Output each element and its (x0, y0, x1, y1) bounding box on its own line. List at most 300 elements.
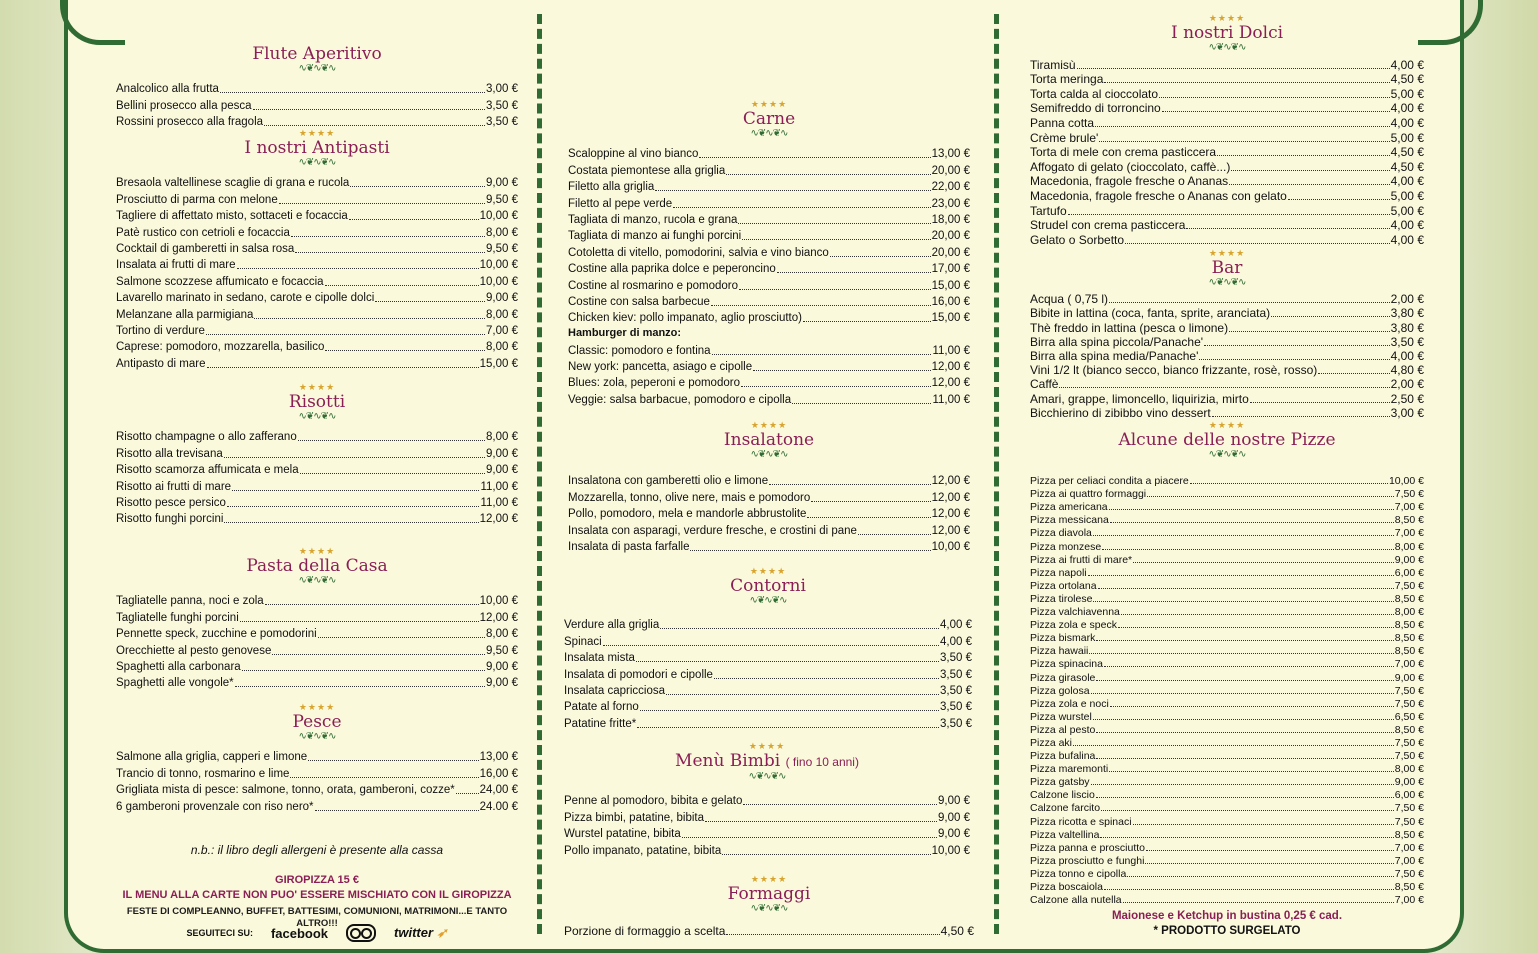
leader-dots (207, 367, 479, 368)
item-price: 7,50 € (1394, 697, 1424, 710)
item-price: 10,00 € (931, 844, 970, 857)
menu-item (1030, 618, 1424, 631)
menu-item (568, 243, 970, 259)
menu-item (1030, 644, 1424, 657)
item-name: Tagliatelle panna, noci e zola (116, 595, 264, 608)
ornament-icon: ∿❦∿❦∿ (298, 731, 336, 742)
item-price: 7,00 € (1394, 501, 1424, 514)
leader-dots (265, 604, 479, 605)
item-name: Pizza americana (1030, 501, 1108, 514)
leader-dots (1147, 496, 1394, 497)
menu-list (1030, 474, 1424, 906)
leader-dots (1059, 387, 1389, 388)
item-price: 6,00 € (1394, 566, 1424, 579)
section-formaggi (564, 874, 974, 938)
item-name: Rossini prosecco alla fragola (116, 116, 264, 129)
leader-dots (279, 203, 485, 204)
menu-item (116, 207, 518, 223)
item-name: Panna cotta (1030, 115, 1095, 130)
menu-item (116, 494, 518, 510)
item-price: 16,00 € (479, 767, 518, 780)
leader-dots (1125, 243, 1390, 244)
menu-item (568, 309, 970, 325)
menu-item (1030, 159, 1424, 174)
item-price: 12,00 € (931, 377, 970, 390)
item-price: 7,00 € (1394, 854, 1424, 867)
section-risotti (116, 382, 518, 526)
leader-dots (811, 501, 930, 502)
menu-item (1030, 487, 1424, 500)
item-name: Patate al forno (564, 701, 639, 714)
leader-dots (1110, 706, 1394, 707)
menu-item (1030, 775, 1424, 788)
stars-icon: ★★★★ (750, 99, 788, 109)
leader-dots (830, 256, 931, 257)
leader-dots (711, 305, 931, 306)
leader-dots (1109, 771, 1394, 772)
menu-item (116, 428, 518, 444)
leader-dots (603, 645, 939, 646)
ornament-icon: ∿❦∿❦∿ (748, 771, 786, 782)
item-name: Pizza zola e speck (1030, 619, 1117, 632)
menu-item (568, 260, 970, 276)
section-antipasti (116, 128, 518, 371)
twitter-link[interactable] (394, 925, 448, 941)
item-name: Salmone scozzese affumicato e focaccia (116, 275, 324, 288)
sauce-note: Maionese e Ketchup in bustina 0,25 € cad. (1111, 910, 1343, 922)
menu-item (116, 305, 518, 321)
item-price: 7,50 € (1394, 867, 1424, 880)
menu-item (568, 374, 970, 390)
leader-dots (456, 793, 479, 794)
item-price: 12,00 € (479, 513, 518, 526)
menu-item (1030, 292, 1424, 306)
item-name: Costine al rosmarino e pomodoro (568, 279, 739, 292)
leader-dots (640, 710, 939, 711)
frozen-note: * PRODOTTO SURGELATO (1153, 925, 1301, 937)
menu-item (564, 841, 970, 857)
item-price: 4,50 € (1390, 72, 1424, 87)
leader-dots (206, 334, 485, 335)
leader-dots (660, 628, 939, 629)
item-price: 8,50 € (1394, 881, 1424, 893)
item-price: 8,00 € (486, 341, 518, 354)
leader-dots (1110, 522, 1394, 523)
leader-dots (1104, 666, 1394, 667)
leader-dots (690, 550, 930, 551)
leader-dots (237, 268, 479, 269)
item-price: 9,50 € (486, 193, 518, 206)
menu-item (1030, 391, 1424, 405)
item-name: Pizza valchiavenna (1030, 606, 1120, 619)
leader-dots (1095, 126, 1390, 127)
menu-list (1030, 57, 1424, 247)
follow-label: SEGUITECI SU: (186, 928, 253, 938)
menu-item (568, 341, 970, 357)
menu-item (1030, 101, 1424, 116)
item-price: 4,00 € (1390, 232, 1424, 247)
leader-dots (803, 321, 931, 322)
leader-dots (1073, 745, 1394, 746)
menu-item (1030, 788, 1424, 801)
burger-label: Hamburger di manzo: (568, 327, 682, 340)
leader-dots (1091, 693, 1394, 694)
item-name: Insalata ai frutti di mare (116, 259, 236, 272)
leader-dots (349, 219, 479, 220)
item-price: 8,00 € (486, 431, 518, 444)
menu-item (116, 96, 518, 112)
stars-icon: ★★★★ (298, 128, 336, 138)
section-insalatone (568, 420, 970, 554)
leader-dots (1093, 535, 1394, 536)
item-name: Pollo impanato, patatine, bibita (564, 844, 722, 857)
item-name: Torta calda al cioccolato (1030, 86, 1159, 101)
leader-dots (1133, 824, 1394, 825)
item-name: Torta di mele con crema pasticcera (1030, 145, 1217, 160)
menu-item (564, 922, 974, 938)
ornament-icon: ∿❦∿❦∿ (298, 575, 336, 586)
leader-dots (227, 506, 480, 507)
section-pesce (116, 702, 518, 814)
leader-dots (1109, 509, 1394, 510)
item-name: Pizza wurstel (1030, 710, 1092, 723)
leader-dots (1186, 228, 1389, 229)
facebook-link[interactable]: facebook (270, 925, 329, 941)
section-title: Alcune delle nostre Pizze (1118, 430, 1336, 450)
leader-dots (699, 157, 930, 158)
item-price: 4,00 € (1390, 218, 1424, 233)
item-price: 7,50 € (1394, 736, 1424, 749)
menu-list (116, 80, 518, 129)
item-price: 17,00 € (931, 263, 970, 276)
ornament-icon: ∿❦∿❦∿ (1208, 449, 1246, 460)
menu-item (1030, 218, 1424, 233)
item-price: 4,80 € (1390, 363, 1424, 378)
menu-item (1030, 710, 1424, 723)
item-name: Insalata di pomodori e cipolle (564, 668, 713, 681)
item-name: Pizza aki (1030, 736, 1073, 749)
leader-dots (792, 403, 931, 404)
leader-dots (673, 207, 930, 208)
item-name: Insalata capricciosa (564, 684, 665, 697)
item-name: Pizza bufalina (1030, 750, 1096, 763)
ornament-icon: ∿❦∿❦∿ (749, 595, 787, 606)
item-name: Grigliata mista di pesce: salmone, tonno, orata, gamberoni, cozze* (116, 784, 455, 797)
leader-dots (742, 239, 930, 240)
item-name: Gelato o Sorbetto (1030, 232, 1125, 247)
stars-icon: ★★★★ (298, 382, 336, 392)
stars-icon: ★★★★ (748, 741, 786, 751)
menu-item (568, 521, 970, 537)
item-name: Spaghetti alle vongole* (116, 677, 234, 690)
item-name: Pizza ai quattro formaggi (1030, 488, 1147, 501)
item-price: 7,00 € (1394, 841, 1424, 854)
menu-item (1030, 553, 1424, 566)
item-price: 10,00 € (931, 540, 970, 553)
leader-dots (637, 727, 939, 728)
item-price: 9,50 € (486, 644, 518, 657)
item-name: Risotto scamorza affumicata e mela (116, 464, 299, 477)
menu-item (116, 608, 518, 624)
item-price: 15,00 € (931, 312, 970, 325)
menu-item (564, 616, 972, 632)
leader-dots (738, 223, 930, 224)
section-title: Insalatone (723, 430, 815, 450)
menu-item (116, 190, 518, 206)
item-name: Wurstel patatine, bibita (564, 828, 681, 841)
menu-item (116, 174, 518, 190)
menu-item (116, 80, 518, 96)
item-name: Bibite in lattina (coca, fanta, sprite, aranciata) (1030, 306, 1271, 321)
item-name: Bresaola valtellinese scaglie di grana e rucola (116, 177, 350, 190)
item-name: Pizza diavola (1030, 527, 1092, 540)
item-price: 8,50 € (1394, 645, 1424, 658)
leader-dots (240, 621, 479, 622)
menu-list (1030, 292, 1424, 420)
item-price: 3,50 € (940, 652, 972, 665)
item-name: Pizza hawaii (1030, 645, 1089, 658)
item-price: 5,00 € (1390, 86, 1424, 101)
menu-item (1030, 828, 1424, 841)
ornament-icon: ∿❦∿❦∿ (750, 128, 788, 139)
menu-item (116, 641, 518, 657)
leader-dots (1271, 316, 1390, 317)
events-note: FESTE DI COMPLEANNO, BUFFET, BATTESIMI, COMUNIONI, MATRIMONI...E TANTO ALTRO!!! (126, 906, 508, 929)
item-price: 9,00 € (486, 177, 518, 190)
item-name: Trancio di tonno, rosmarino e lime (116, 767, 290, 780)
item-price: 4,00 € (1390, 348, 1424, 363)
menu-item (568, 194, 970, 210)
item-price: 9,00 € (1394, 553, 1424, 566)
item-price: 3,50 € (486, 99, 518, 112)
item-price: 8,50 € (1394, 632, 1424, 645)
item-name: Risotto funghi porcini (116, 513, 224, 526)
item-name: Amari, grappe, limoncello, liquirizia, mirto (1030, 391, 1249, 406)
item-price: 3,00 € (486, 83, 518, 96)
item-price: 15,00 € (931, 279, 970, 292)
menu-item (568, 161, 970, 177)
menu-item (1030, 814, 1424, 827)
item-price: 22,00 € (931, 181, 970, 194)
item-price: 4,50 € (1390, 159, 1424, 174)
twitter-label: twitter (394, 925, 434, 940)
item-price: 6,50 € (1394, 710, 1424, 723)
stars-icon: ★★★★ (1208, 13, 1246, 23)
item-name: Costata piemontese alla griglia (568, 164, 726, 177)
social-links (116, 924, 518, 942)
menu-item (564, 698, 972, 714)
menu-item (1030, 377, 1424, 391)
menu-item (1030, 174, 1424, 189)
menu-item (568, 358, 970, 374)
item-price: 8,50 € (1394, 828, 1424, 841)
item-price: 12,00 € (931, 361, 970, 374)
ornament-icon: ∿❦∿❦∿ (1208, 42, 1246, 53)
menu-item (116, 223, 518, 239)
item-name: 6 gamberoni provenzale con riso nero* (116, 800, 314, 813)
item-price: 9,00 € (1394, 776, 1424, 789)
item-name: Mozzarella, tonno, olive nere, mais e pomodoro (568, 491, 811, 504)
leader-dots (375, 301, 485, 302)
stars-icon: ★★★★ (1208, 420, 1246, 430)
menu-item (1030, 145, 1424, 160)
menu-item (568, 472, 970, 488)
section-title (564, 751, 970, 772)
item-name: Pizza spinacina (1030, 658, 1103, 671)
item-price: 16,00 € (931, 295, 970, 308)
item-price: 9,00 € (486, 464, 518, 477)
menu-list (568, 341, 970, 407)
item-name: Tagliata di manzo, rucola e grana (568, 213, 738, 226)
item-price: 10,00 € (1388, 475, 1424, 488)
leader-dots (315, 810, 479, 811)
menu-item (1030, 749, 1424, 762)
leader-dots (769, 484, 931, 485)
item-price: 8,00 € (486, 628, 518, 641)
item-price: 3,80 € (1390, 306, 1424, 321)
item-price: 3,50 € (486, 116, 518, 129)
menu-item (568, 505, 970, 521)
menu-item (1030, 72, 1424, 87)
section-carne (568, 99, 970, 407)
leader-dots (1068, 214, 1390, 215)
menu-item (116, 322, 518, 338)
item-name: Semifreddo di torroncino (1030, 101, 1161, 116)
menu-item (1030, 349, 1424, 363)
menu-item (1030, 762, 1424, 775)
item-name: Pizza bimbi, patatine, bibita (564, 811, 704, 824)
leader-dots (224, 522, 478, 523)
menu-item (116, 797, 518, 813)
item-name: Calzone alla nutella (1030, 894, 1122, 907)
leader-dots (1096, 758, 1393, 759)
menu-item (116, 764, 518, 780)
item-name: Patatine fritte* (564, 717, 637, 730)
item-name: Insalata con asparagi, verdure fresche, e crostini di pane (568, 524, 857, 537)
item-name: Chicken kiev: pollo impanato, aglio prosciutto) (568, 312, 802, 325)
leader-dots (300, 473, 485, 474)
menu-list (116, 428, 518, 526)
leader-dots (1231, 170, 1389, 171)
leader-dots (1099, 141, 1389, 142)
menu-item (116, 461, 518, 477)
leader-dots (655, 190, 930, 191)
item-name: Pizza ai frutti di mare* (1030, 553, 1133, 566)
menu-item (116, 781, 518, 797)
item-name: Analcolico alla frutta (116, 83, 219, 96)
item-price: 10,00 € (479, 275, 518, 288)
item-name: Insalatona con gamberetti olio e limone (568, 475, 769, 488)
ornament-icon: ∿❦∿❦∿ (298, 411, 336, 422)
leader-dots (220, 92, 485, 93)
tripadvisor-icon[interactable] (346, 924, 376, 942)
menu-item (1030, 854, 1424, 867)
item-price: 7,00 € (1394, 658, 1424, 671)
leader-dots (318, 637, 485, 638)
item-name: Thè freddo in lattina (pesca o limone) (1030, 320, 1229, 335)
leader-dots (682, 837, 937, 838)
item-price: 7,50 € (1394, 684, 1424, 697)
item-name: Spinaci (564, 635, 602, 648)
leader-dots (1093, 719, 1394, 720)
item-name: Pizza tirolese (1030, 592, 1093, 605)
leader-dots (1088, 575, 1394, 576)
section-title: I nostri Dolci (1170, 23, 1284, 43)
menu-item (1030, 363, 1424, 377)
menu-item (568, 538, 970, 554)
item-price: 10,00 € (479, 210, 518, 223)
ornament-icon: ∿❦∿❦∿ (298, 63, 336, 74)
item-price: 12,00 € (931, 475, 970, 488)
item-price: 8,00 € (1394, 763, 1424, 776)
item-price: 8,50 € (1394, 592, 1424, 605)
item-name: Pizza bismark (1030, 632, 1096, 645)
item-price: 24,00 € (479, 784, 518, 797)
item-price: 9,50 € (486, 242, 518, 255)
item-price: 11,00 € (932, 393, 970, 406)
item-name: Insalata mista (564, 652, 635, 665)
menu-item (116, 354, 518, 370)
leader-dots (224, 457, 485, 458)
leader-dots (1100, 837, 1393, 838)
item-price: 12,00 € (479, 611, 518, 624)
menu-item (116, 477, 518, 493)
item-name: Salmone alla griglia, capperi e limone (116, 751, 308, 764)
item-name: Affogato di gelato (cioccolato, caffè...) (1030, 159, 1231, 174)
item-name: Pizza maremonti (1030, 763, 1109, 776)
menu-item (116, 674, 518, 690)
menu-item (116, 748, 518, 764)
menu-item (1030, 57, 1424, 72)
leader-dots (1204, 345, 1390, 346)
item-price: 23,00 € (931, 197, 970, 210)
item-price: 20,00 € (931, 246, 970, 259)
section-bimbi (564, 741, 970, 858)
leader-dots (1190, 483, 1388, 484)
item-name: Veggie: salsa barbacue, pomodoro e cipolla (568, 393, 792, 406)
leader-dots (1127, 876, 1393, 877)
leader-dots (1217, 155, 1390, 156)
menu-item (564, 665, 972, 681)
menu-item (568, 390, 970, 406)
item-price: 9,00 € (1394, 671, 1424, 684)
menu-list (568, 472, 970, 554)
leader-dots (1098, 588, 1394, 589)
item-name: Antipasto di mare (116, 357, 206, 370)
leader-dots (807, 517, 930, 518)
item-name: Pizza golosa (1030, 684, 1090, 697)
leader-dots (254, 318, 485, 319)
menu-item (1030, 86, 1424, 101)
leader-dots (308, 760, 478, 761)
leader-dots (705, 821, 937, 822)
leader-dots (1096, 640, 1393, 641)
leader-dots (1250, 402, 1390, 403)
section-title: Pasta della Casa (246, 556, 388, 576)
item-name: Pizza panna e prosciutto (1030, 841, 1145, 854)
menu-item (1030, 880, 1424, 893)
item-name: Classic: pomodoro e fontina (568, 344, 711, 357)
item-name: Risotto ai frutti di mare (116, 480, 232, 493)
item-name: Risotto alla trevisana (116, 447, 223, 460)
menu-item (116, 272, 518, 288)
item-price: 8,50 € (1394, 514, 1424, 527)
leader-dots (1118, 627, 1394, 628)
item-name: Pizza girasole (1030, 671, 1096, 684)
leader-dots (743, 804, 937, 805)
item-price: 3,50 € (1390, 334, 1424, 349)
item-price: 12,00 € (931, 491, 970, 504)
